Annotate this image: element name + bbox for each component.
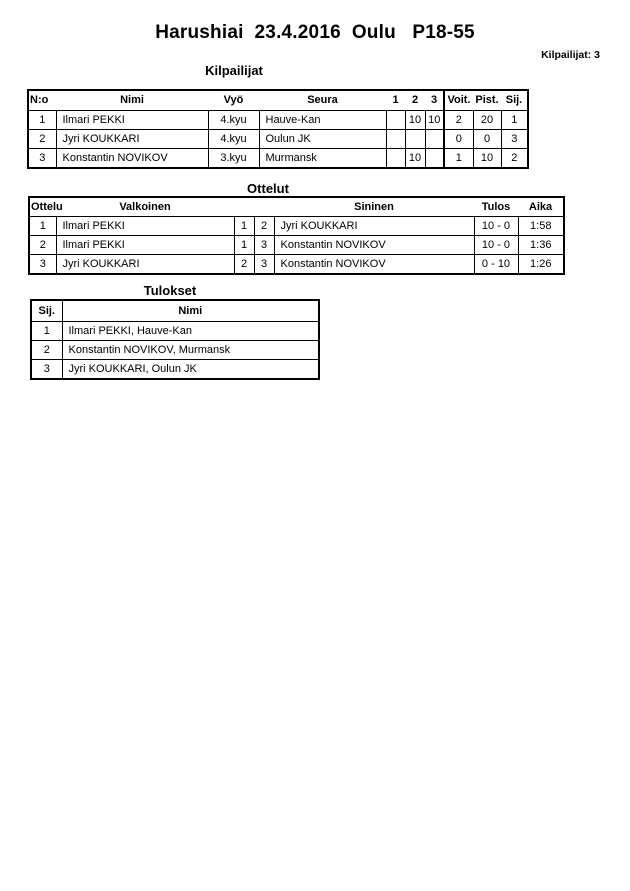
kilpailijat-section-heading: Kilpailijat (205, 63, 263, 78)
col-header-voit: Voit. (444, 90, 473, 111)
cell-match-no: 3 (29, 255, 56, 275)
col-header-seura: Seura (259, 90, 386, 111)
cell-no: 1 (28, 111, 56, 130)
col-header-valkoinen: Valkoinen (56, 197, 234, 217)
cell-result-3 (425, 130, 444, 149)
cell-tulos: 0 - 10 (474, 255, 518, 275)
col-header-pist: Pist. (473, 90, 501, 111)
cell-nimi: Konstantin NOVIKOV, Murmansk (62, 341, 319, 360)
ottelut-header-row (29, 197, 564, 217)
cell-seura: Murmansk (259, 149, 386, 169)
cell-result-2: 10 (405, 111, 425, 130)
cell-valkoinen: Ilmari PEKKI (56, 236, 234, 255)
cell-voit: 2 (444, 111, 473, 130)
cell-white-no: 2 (234, 255, 254, 275)
cell-sij: 1 (501, 111, 528, 130)
cell-blue-no: 2 (254, 217, 274, 236)
table-row (29, 217, 564, 236)
cell-seura: Hauve-Kan (259, 111, 386, 130)
cell-result-1 (386, 130, 405, 149)
cell-voit: 0 (444, 130, 473, 149)
kilpailijat-header-row (28, 90, 528, 111)
col-header-no: N:o (28, 90, 56, 111)
col-header-vyo: Vyö (208, 90, 259, 111)
ottelut-section-heading: Ottelut (247, 181, 289, 196)
table-row (31, 341, 319, 360)
cell-nimi: Konstantin NOVIKOV (56, 149, 208, 169)
cell-result-1 (386, 149, 405, 169)
col-header-sininen: Sininen (274, 197, 474, 217)
cell-tulos: 10 - 0 (474, 217, 518, 236)
cell-aika: 1:36 (518, 236, 564, 255)
col-header-2: 2 (405, 90, 425, 111)
cell-pist: 0 (473, 130, 501, 149)
cell-pist: 10 (473, 149, 501, 169)
cell-blue-no: 3 (254, 236, 274, 255)
col-header-3: 3 (425, 90, 444, 111)
col-header-tulos: Tulos (474, 197, 518, 217)
cell-nimi: Ilmari PEKKI, Hauve-Kan (62, 322, 319, 341)
table-row (31, 360, 319, 380)
tulokset-table (30, 299, 320, 380)
cell-sij: 3 (31, 360, 62, 380)
cell-aika: 1:26 (518, 255, 564, 275)
cell-white-no: 1 (234, 217, 254, 236)
cell-voit: 1 (444, 149, 473, 169)
cell-sininen: Konstantin NOVIKOV (274, 255, 474, 275)
cell-result-1 (386, 111, 405, 130)
cell-result-3: 10 (425, 111, 444, 130)
cell-nimi: Jyri KOUKKARI, Oulun JK (62, 360, 319, 380)
col-header-sij: Sij. (31, 300, 62, 322)
cell-vyo: 4.kyu (208, 111, 259, 130)
cell-white-no: 1 (234, 236, 254, 255)
cell-vyo: 3.kyu (208, 149, 259, 169)
cell-vyo: 4.kyu (208, 130, 259, 149)
col-header-sij: Sij. (501, 90, 528, 111)
cell-sininen: Konstantin NOVIKOV (274, 236, 474, 255)
cell-nimi: Jyri KOUKKARI (56, 130, 208, 149)
col-header-nimi: Nimi (62, 300, 319, 322)
table-row (28, 130, 528, 149)
table-row (28, 111, 528, 130)
cell-valkoinen: Ilmari PEKKI (56, 217, 234, 236)
table-row (29, 236, 564, 255)
col-header-nimi: Nimi (56, 90, 208, 111)
col-header-spacer (234, 197, 274, 217)
tulokset-section-heading: Tulokset (143, 283, 197, 298)
cell-result-3 (425, 149, 444, 169)
cell-valkoinen: Jyri KOUKKARI (56, 255, 234, 275)
cell-no: 2 (28, 130, 56, 149)
col-header-1: 1 (386, 90, 405, 111)
cell-aika: 1:58 (518, 217, 564, 236)
table-row (31, 322, 319, 341)
table-row (28, 149, 528, 169)
cell-result-2: 10 (405, 149, 425, 169)
tulokset-header-row (31, 300, 319, 322)
table-row (29, 255, 564, 275)
cell-no: 3 (28, 149, 56, 169)
col-header-aika: Aika (518, 197, 564, 217)
cell-nimi: Ilmari PEKKI (56, 111, 208, 130)
cell-match-no: 1 (29, 217, 56, 236)
cell-seura: Oulun JK (259, 130, 386, 149)
cell-blue-no: 3 (254, 255, 274, 275)
cell-sij: 1 (31, 322, 62, 341)
page-title: Harushiai 23.4.2016 Oulu P18-55 (155, 22, 475, 43)
cell-sij: 3 (501, 130, 528, 149)
cell-pist: 20 (473, 111, 501, 130)
cell-match-no: 2 (29, 236, 56, 255)
cell-result-2 (405, 130, 425, 149)
cell-tulos: 10 - 0 (474, 236, 518, 255)
cell-sij: 2 (501, 149, 528, 169)
cell-sij: 2 (31, 341, 62, 360)
competitor-count-label: Kilpailijat: 3 (541, 49, 600, 61)
kilpailijat-table (27, 89, 529, 169)
col-header-ottelu: Ottelu (29, 197, 56, 217)
cell-sininen: Jyri KOUKKARI (274, 217, 474, 236)
ottelut-table (28, 196, 565, 275)
